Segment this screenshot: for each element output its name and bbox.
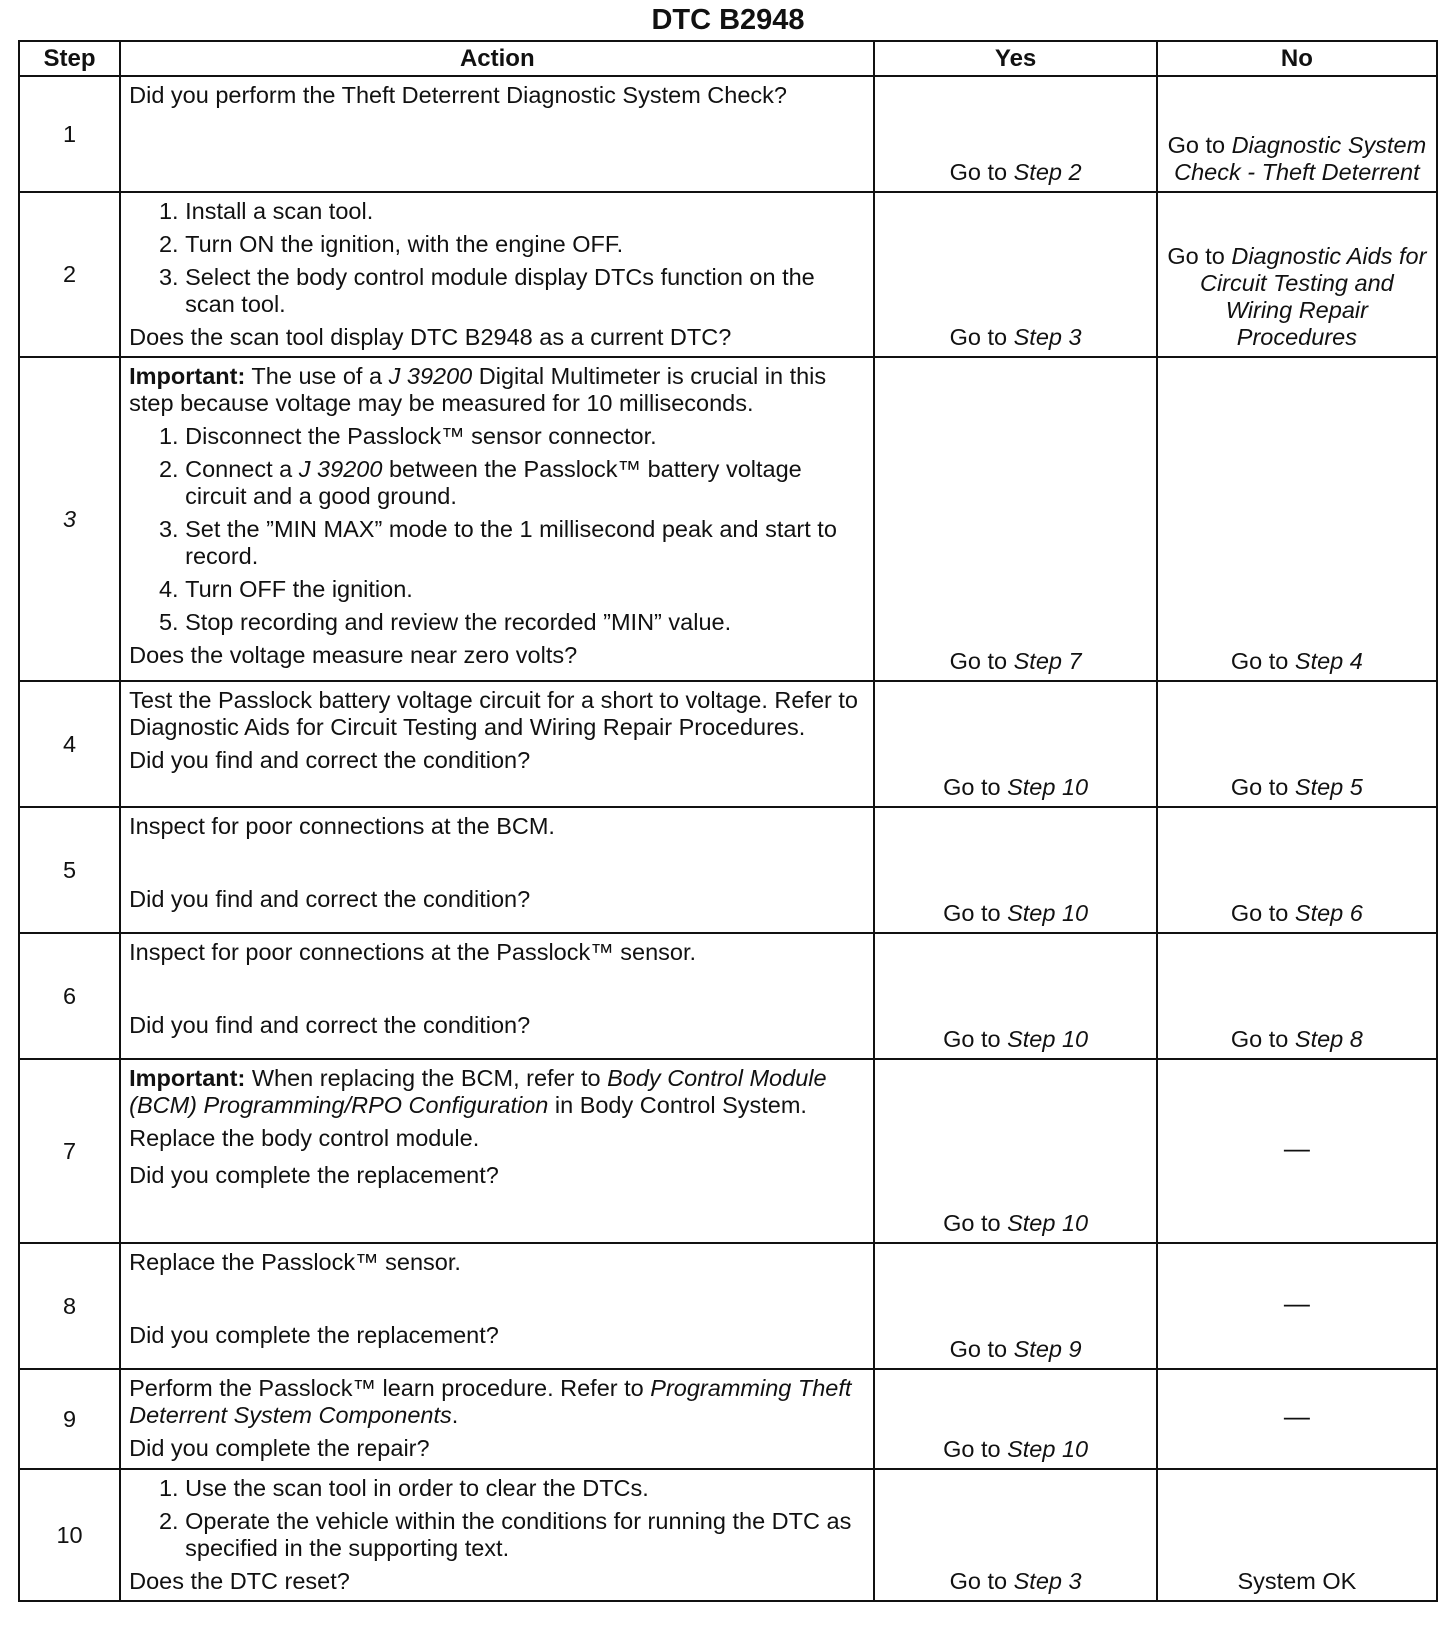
no-result-dash: — bbox=[1283, 1288, 1310, 1318]
action-question: Did you find and correct the condition? bbox=[129, 886, 531, 912]
table-row bbox=[19, 357, 1437, 681]
instruction-list bbox=[129, 423, 865, 636]
system-ok-text: System OK bbox=[1237, 1568, 1357, 1594]
action-question: Does the scan tool display DTC B2948 as a current DTC? bbox=[129, 324, 732, 350]
yes-cell bbox=[874, 76, 1156, 192]
yes-cell bbox=[874, 357, 1156, 681]
diagnostic-table bbox=[18, 40, 1438, 1602]
action-text: Inspect for poor connections at the BCM. bbox=[129, 813, 555, 839]
go-to-label: Go to bbox=[949, 1336, 1014, 1362]
list-item: 2. Operate the vehicle within the conditions for running the DTC as specified in the supporting text. bbox=[185, 1508, 865, 1562]
action-cell bbox=[120, 681, 874, 807]
step-link[interactable]: Step 4 bbox=[1294, 648, 1363, 674]
no-cell bbox=[1157, 192, 1437, 357]
action-text: Inspect for poor connections at the Passlock™ sensor. bbox=[129, 939, 697, 965]
step-link[interactable]: Step 10 bbox=[1007, 900, 1089, 926]
action-text-part: Perform the Passlock™ learn procedure. Refer to bbox=[129, 1375, 651, 1401]
action-question: Did you complete the repair? bbox=[129, 1435, 430, 1461]
header-no: No bbox=[1157, 41, 1437, 76]
step-link[interactable]: Step 3 bbox=[1013, 324, 1082, 350]
no-result-dash: — bbox=[1283, 1133, 1310, 1163]
list-item: 1. Disconnect the Passlock™ sensor connector. bbox=[185, 423, 865, 450]
action-question: Did you complete the replacement? bbox=[129, 1162, 499, 1188]
table-header-row bbox=[19, 41, 1437, 76]
action-question: Did you perform the Theft Deterrent Diagnostic System Check? bbox=[129, 82, 787, 108]
yes-cell bbox=[874, 1059, 1156, 1243]
list-item bbox=[185, 456, 865, 510]
yes-cell bbox=[874, 807, 1156, 933]
go-to-label: Go to bbox=[943, 1436, 1008, 1462]
step-link[interactable]: Step 10 bbox=[1007, 774, 1089, 800]
go-to-label: Go to bbox=[949, 648, 1014, 674]
action-cell bbox=[120, 192, 874, 357]
action-cell bbox=[120, 1469, 874, 1601]
important-label: Important: bbox=[129, 1065, 246, 1091]
action-cell bbox=[120, 1059, 874, 1243]
yes-cell bbox=[874, 1369, 1156, 1469]
step-number: 6 bbox=[19, 933, 120, 1059]
list-item: 4. Turn OFF the ignition. bbox=[185, 576, 865, 603]
table-row bbox=[19, 1469, 1437, 1601]
important-text: When replacing the BCM, refer to bbox=[245, 1065, 608, 1091]
step-link[interactable]: Step 9 bbox=[1013, 1336, 1082, 1362]
header-yes: Yes bbox=[874, 41, 1156, 76]
step-number: 2 bbox=[19, 192, 120, 357]
no-cell bbox=[1157, 1369, 1437, 1469]
procedure-link[interactable]: Diagnostic System Check - Theft Deterrent bbox=[1174, 132, 1427, 185]
no-cell bbox=[1157, 1059, 1437, 1243]
yes-cell bbox=[874, 1243, 1156, 1369]
instruction-list bbox=[129, 1475, 865, 1562]
go-to-label: Go to bbox=[943, 1026, 1008, 1052]
go-to-label: Go to bbox=[1230, 774, 1295, 800]
important-label: Important: bbox=[129, 363, 246, 389]
header-step: Step bbox=[19, 41, 120, 76]
step-number: 5 bbox=[19, 807, 120, 933]
step-number: 9 bbox=[19, 1369, 120, 1469]
no-cell bbox=[1157, 1243, 1437, 1369]
table-row bbox=[19, 192, 1437, 357]
step-link[interactable]: Step 10 bbox=[1007, 1210, 1089, 1236]
go-to-label: Go to bbox=[1167, 243, 1232, 269]
go-to-label: Go to bbox=[1167, 132, 1232, 158]
go-to-label: Go to bbox=[943, 774, 1008, 800]
action-text: Replace the body control module. bbox=[129, 1125, 480, 1151]
action-text: Replace the Passlock™ sensor. bbox=[129, 1249, 461, 1275]
step-number: 7 bbox=[19, 1059, 120, 1243]
procedure-reference: Body Control Module (BCM) Programming/RPO Configuration bbox=[129, 1065, 827, 1118]
table-row bbox=[19, 76, 1437, 192]
important-note bbox=[129, 363, 865, 417]
action-cell bbox=[120, 357, 874, 681]
step-link[interactable]: Step 6 bbox=[1294, 900, 1363, 926]
action-question: Did you find and correct the condition? bbox=[129, 1012, 531, 1038]
step-link[interactable]: Step 3 bbox=[1013, 1568, 1082, 1594]
important-text: Digital Multimeter is crucial in this step because voltage may be measured for 10 milliseconds. bbox=[129, 363, 827, 416]
step-number: 4 bbox=[19, 681, 120, 807]
step-link[interactable]: Step 10 bbox=[1007, 1026, 1089, 1052]
step-number: 8 bbox=[19, 1243, 120, 1369]
yes-cell bbox=[874, 681, 1156, 807]
no-cell bbox=[1157, 681, 1437, 807]
step-number: 10 bbox=[19, 1469, 120, 1601]
list-item-text: between the Passlock™ battery voltage circuit and a good ground. bbox=[185, 456, 802, 509]
table-row bbox=[19, 933, 1437, 1059]
list-item: 3. Set the ”MIN MAX” mode to the 1 millisecond peak and start to record. bbox=[185, 516, 865, 570]
list-item: 5. Stop recording and review the recorded ”MIN” value. bbox=[185, 609, 865, 636]
action-question: Did you complete the replacement? bbox=[129, 1322, 499, 1348]
action-text: Test the Passlock battery voltage circuit for a short to voltage. Refer to Diagnostic Aids for Circuit Testing and Wiring Repair Procedures. bbox=[129, 687, 858, 740]
no-result-dash: — bbox=[1283, 1401, 1310, 1431]
step-link[interactable]: Step 10 bbox=[1007, 1436, 1089, 1462]
go-to-label: Go to bbox=[949, 159, 1014, 185]
action-cell bbox=[120, 1369, 874, 1469]
step-link[interactable]: Step 5 bbox=[1294, 774, 1363, 800]
action-question: Does the DTC reset? bbox=[129, 1568, 350, 1594]
go-to-label: Go to bbox=[1230, 900, 1295, 926]
list-item: 2. Turn ON the ignition, with the engine OFF. bbox=[185, 231, 865, 258]
important-text: in Body Control System. bbox=[548, 1092, 807, 1118]
no-cell bbox=[1157, 933, 1437, 1059]
tool-reference: J 39200 bbox=[298, 456, 383, 482]
action-text-part: . bbox=[451, 1402, 459, 1428]
go-to-label: Go to bbox=[943, 1210, 1008, 1236]
header-action: Action bbox=[120, 41, 874, 76]
procedure-reference: Programming Theft Deterrent System Components bbox=[129, 1375, 852, 1428]
yes-cell bbox=[874, 1469, 1156, 1601]
table-row bbox=[19, 681, 1437, 807]
go-to-label: Go to bbox=[943, 900, 1008, 926]
step-link[interactable]: Step 2 bbox=[1013, 159, 1082, 185]
step-link[interactable]: Step 7 bbox=[1013, 648, 1082, 674]
step-number: 1 bbox=[19, 76, 120, 192]
instruction-list bbox=[129, 198, 865, 318]
go-to-label: Go to bbox=[949, 1568, 1014, 1594]
table-row bbox=[19, 1243, 1437, 1369]
action-question: Did you find and correct the condition? bbox=[129, 747, 531, 773]
action-cell bbox=[120, 807, 874, 933]
go-to-label: Go to bbox=[1230, 1026, 1295, 1052]
tool-reference: J 39200 bbox=[388, 363, 473, 389]
go-to-label: Go to bbox=[1230, 648, 1295, 674]
no-cell bbox=[1157, 357, 1437, 681]
no-cell bbox=[1157, 807, 1437, 933]
list-item: 1. Install a scan tool. bbox=[185, 198, 865, 225]
yes-cell bbox=[874, 933, 1156, 1059]
list-item: 3. Select the body control module display DTCs function on the scan tool. bbox=[185, 264, 865, 318]
procedure-link[interactable]: Diagnostic Aids for Circuit Testing and Wiring Repair Procedures bbox=[1199, 243, 1427, 350]
step-number: 3 bbox=[19, 357, 120, 681]
step-link[interactable]: Step 8 bbox=[1294, 1026, 1363, 1052]
list-item: 1. Use the scan tool in order to clear the DTCs. bbox=[185, 1475, 865, 1502]
go-to-label: Go to bbox=[949, 324, 1014, 350]
table-row bbox=[19, 1369, 1437, 1469]
yes-cell bbox=[874, 192, 1156, 357]
no-cell bbox=[1157, 1469, 1437, 1601]
table-row bbox=[19, 807, 1437, 933]
action-cell bbox=[120, 933, 874, 1059]
action-question: Does the voltage measure near zero volts? bbox=[129, 642, 578, 668]
list-item-text: Connect a bbox=[185, 456, 299, 482]
important-text: The use of a bbox=[245, 363, 389, 389]
important-note bbox=[129, 1065, 865, 1119]
page-title: DTC B2948 bbox=[651, 4, 805, 36]
action-text bbox=[129, 1375, 865, 1429]
action-cell bbox=[120, 1243, 874, 1369]
action-cell bbox=[120, 76, 874, 192]
no-cell bbox=[1157, 76, 1437, 192]
table-row bbox=[19, 1059, 1437, 1243]
